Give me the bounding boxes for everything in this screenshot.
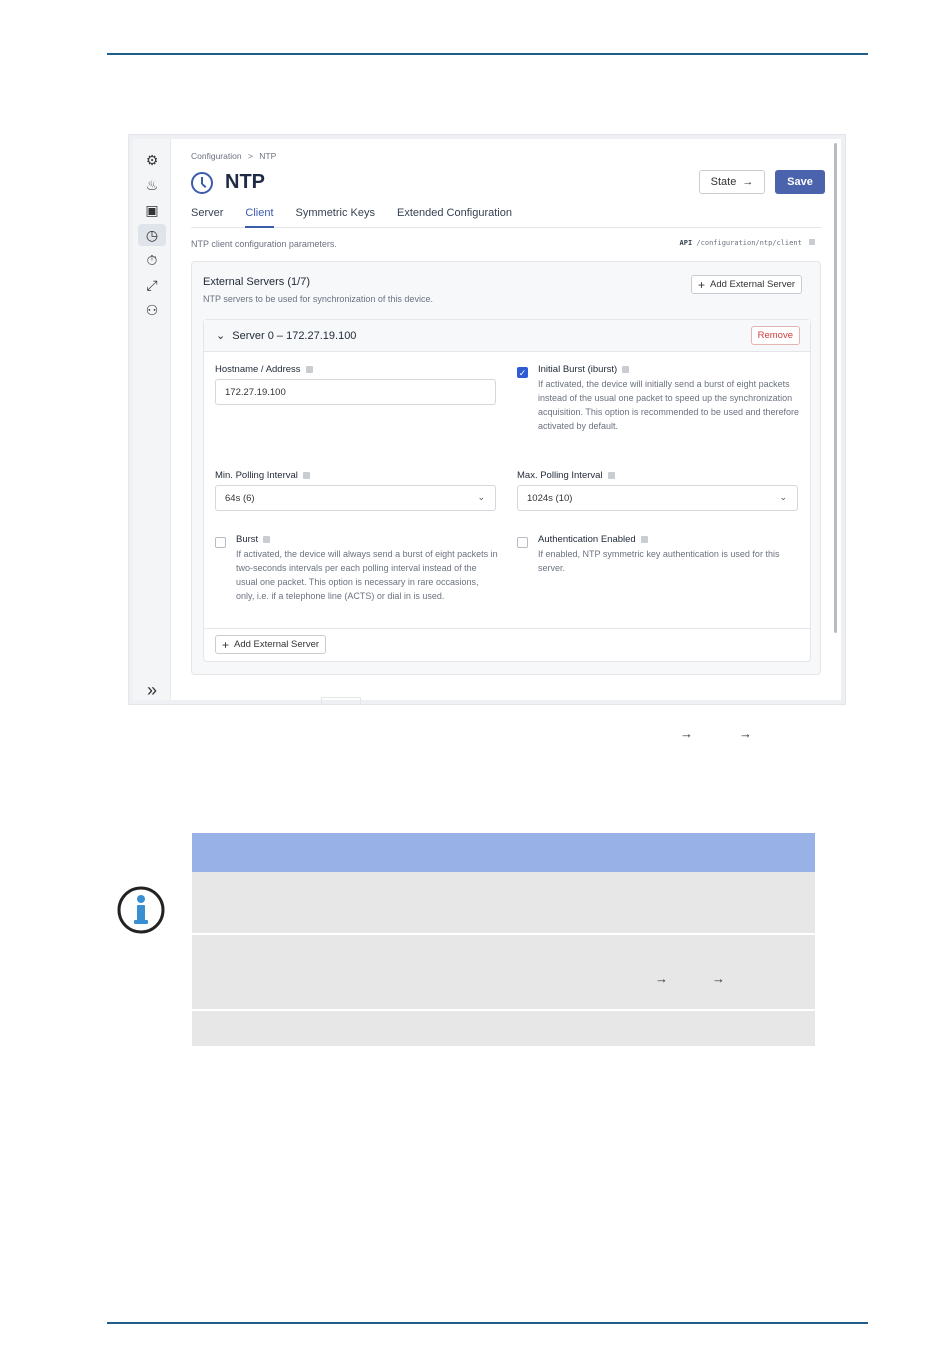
burst-title-text: Burst — [236, 534, 259, 545]
info-table — [192, 833, 815, 1046]
burst-checkbox[interactable] — [215, 537, 226, 548]
iburst-description: If activated, the device will initially send a burst of eight packets instead of the usual one packet to speed up the synchronization acquisition. This option is recommended to be used and therefore activated by default. — [538, 379, 799, 431]
state-button[interactable] — [699, 170, 765, 194]
page-title-row — [191, 171, 265, 194]
app-window — [133, 139, 841, 700]
info-icon[interactable] — [306, 366, 313, 373]
info-icon[interactable] — [608, 472, 615, 479]
info-icon[interactable] — [622, 366, 629, 373]
breadcrumb — [191, 151, 280, 161]
info-icon[interactable] — [641, 536, 648, 543]
table-header — [192, 833, 815, 872]
auth-enabled-title-text: Authentication Enabled — [538, 534, 636, 545]
arrow-right-icon: → — [712, 971, 725, 986]
hostname-label — [215, 364, 313, 375]
min-polling-label-text: Min. Polling Interval — [215, 470, 298, 481]
table-row — [192, 872, 815, 935]
satellite-icon[interactable]: ♨ — [145, 176, 159, 193]
tab-extended-configuration[interactable]: Extended Configuration — [397, 207, 512, 219]
breadcrumb-configuration[interactable]: Configuration — [191, 151, 242, 161]
state-button-label: State — [710, 176, 737, 188]
card-divider — [204, 628, 810, 629]
api-path-text: /configuration/ntp/client — [696, 239, 802, 247]
plus-icon: + — [222, 637, 230, 652]
stopwatch-icon[interactable]: ⏱ — [146, 251, 158, 268]
arrow-right-icon: → — [739, 726, 752, 741]
expand-arrows-icon[interactable]: ⤢ — [146, 276, 158, 293]
page-header-rule — [107, 53, 868, 55]
server-header[interactable] — [204, 320, 810, 352]
collapse-sidebar-icon[interactable]: » — [146, 679, 157, 700]
min-polling-select[interactable] — [215, 485, 496, 511]
api-label: API — [679, 239, 693, 247]
hostname-input[interactable]: 172.27.19.100 — [215, 379, 496, 405]
table-row — [192, 935, 815, 1011]
chevron-down-icon: ⌄ — [779, 492, 787, 502]
server-card — [203, 319, 811, 662]
add-external-server-label: Add External Server — [234, 639, 320, 650]
sidebar-rail — [133, 139, 171, 700]
server-heading — [216, 329, 356, 342]
max-polling-value: 1024s (10) — [527, 492, 573, 504]
max-polling-label — [517, 470, 615, 481]
info-icon — [116, 885, 166, 935]
arrow-right-icon: → — [655, 971, 668, 986]
tab-server[interactable]: Server — [191, 207, 224, 219]
chevron-down-icon: ⌄ — [216, 330, 226, 342]
auth-enabled-description: If enabled, NTP symmetric key authentication is used for this server. — [538, 549, 780, 573]
external-servers-title: External Servers (1/7) — [203, 276, 310, 288]
add-external-server-button[interactable] — [215, 635, 326, 654]
plus-icon: + — [698, 277, 706, 292]
max-polling-label-text: Max. Polling Interval — [517, 470, 603, 481]
main-content — [171, 139, 841, 700]
iburst-checkbox[interactable]: ✓ — [518, 368, 527, 378]
copy-icon[interactable] — [809, 239, 815, 245]
tab-bar — [191, 207, 821, 228]
burst-description: If activated, the device will always send a burst of eight packets in two-seconds intervals per each polling interval instead of the usual one packet. This option is necessary in rare occasions, only, i.e. if a telephone line (ACTS) or dial in is used. — [236, 549, 498, 601]
external-servers-panel — [191, 261, 821, 675]
hostname-label-text: Hostname / Address — [215, 364, 301, 375]
table-row — [192, 1011, 815, 1046]
users-icon[interactable]: ⚇ — [145, 301, 159, 318]
auth-enabled-checkbox[interactable] — [517, 537, 528, 548]
burst-title — [236, 534, 270, 545]
arrow-right-icon: → — [680, 726, 693, 741]
clock-icon — [191, 172, 213, 194]
external-servers-subtitle: NTP servers to be used for synchronization of this device. — [203, 294, 433, 304]
scrollbar[interactable] — [834, 143, 837, 633]
min-polling-label — [215, 470, 310, 481]
max-polling-select[interactable] — [517, 485, 798, 511]
server-heading-text: Server 0 – 172.27.19.100 — [232, 330, 357, 342]
info-icon[interactable] — [303, 472, 310, 479]
iburst-title-text: Initial Burst (iburst) — [538, 364, 618, 375]
breadcrumb-separator: > — [247, 151, 253, 161]
auth-enabled-title — [538, 534, 648, 545]
page-title: NTP — [225, 171, 265, 193]
arrow-right-icon: → — [742, 176, 754, 188]
gear-icon[interactable]: ⚙ — [145, 151, 159, 168]
min-polling-value: 64s (6) — [225, 492, 255, 504]
monitor-icon[interactable]: ▣ — [145, 201, 159, 218]
footer-stub — [321, 697, 361, 705]
iburst-title — [538, 364, 629, 375]
clock-icon[interactable]: ◷ — [138, 224, 166, 246]
remove-button[interactable]: Remove — [751, 326, 800, 345]
tab-symmetric-keys[interactable]: Symmetric Keys — [295, 207, 375, 219]
ntp-screenshot — [128, 134, 846, 705]
api-path — [680, 239, 815, 247]
breadcrumb-ntp: NTP — [259, 151, 277, 161]
page-footer-rule — [107, 1322, 868, 1324]
tab-client[interactable]: Client — [245, 207, 273, 228]
save-button[interactable]: Save — [775, 170, 825, 194]
info-icon[interactable] — [263, 536, 270, 543]
page-description: NTP client configuration parameters. — [191, 239, 337, 249]
chevron-down-icon: ⌄ — [477, 492, 485, 502]
add-external-server-button[interactable] — [691, 275, 802, 294]
add-external-server-label: Add External Server — [710, 279, 796, 290]
